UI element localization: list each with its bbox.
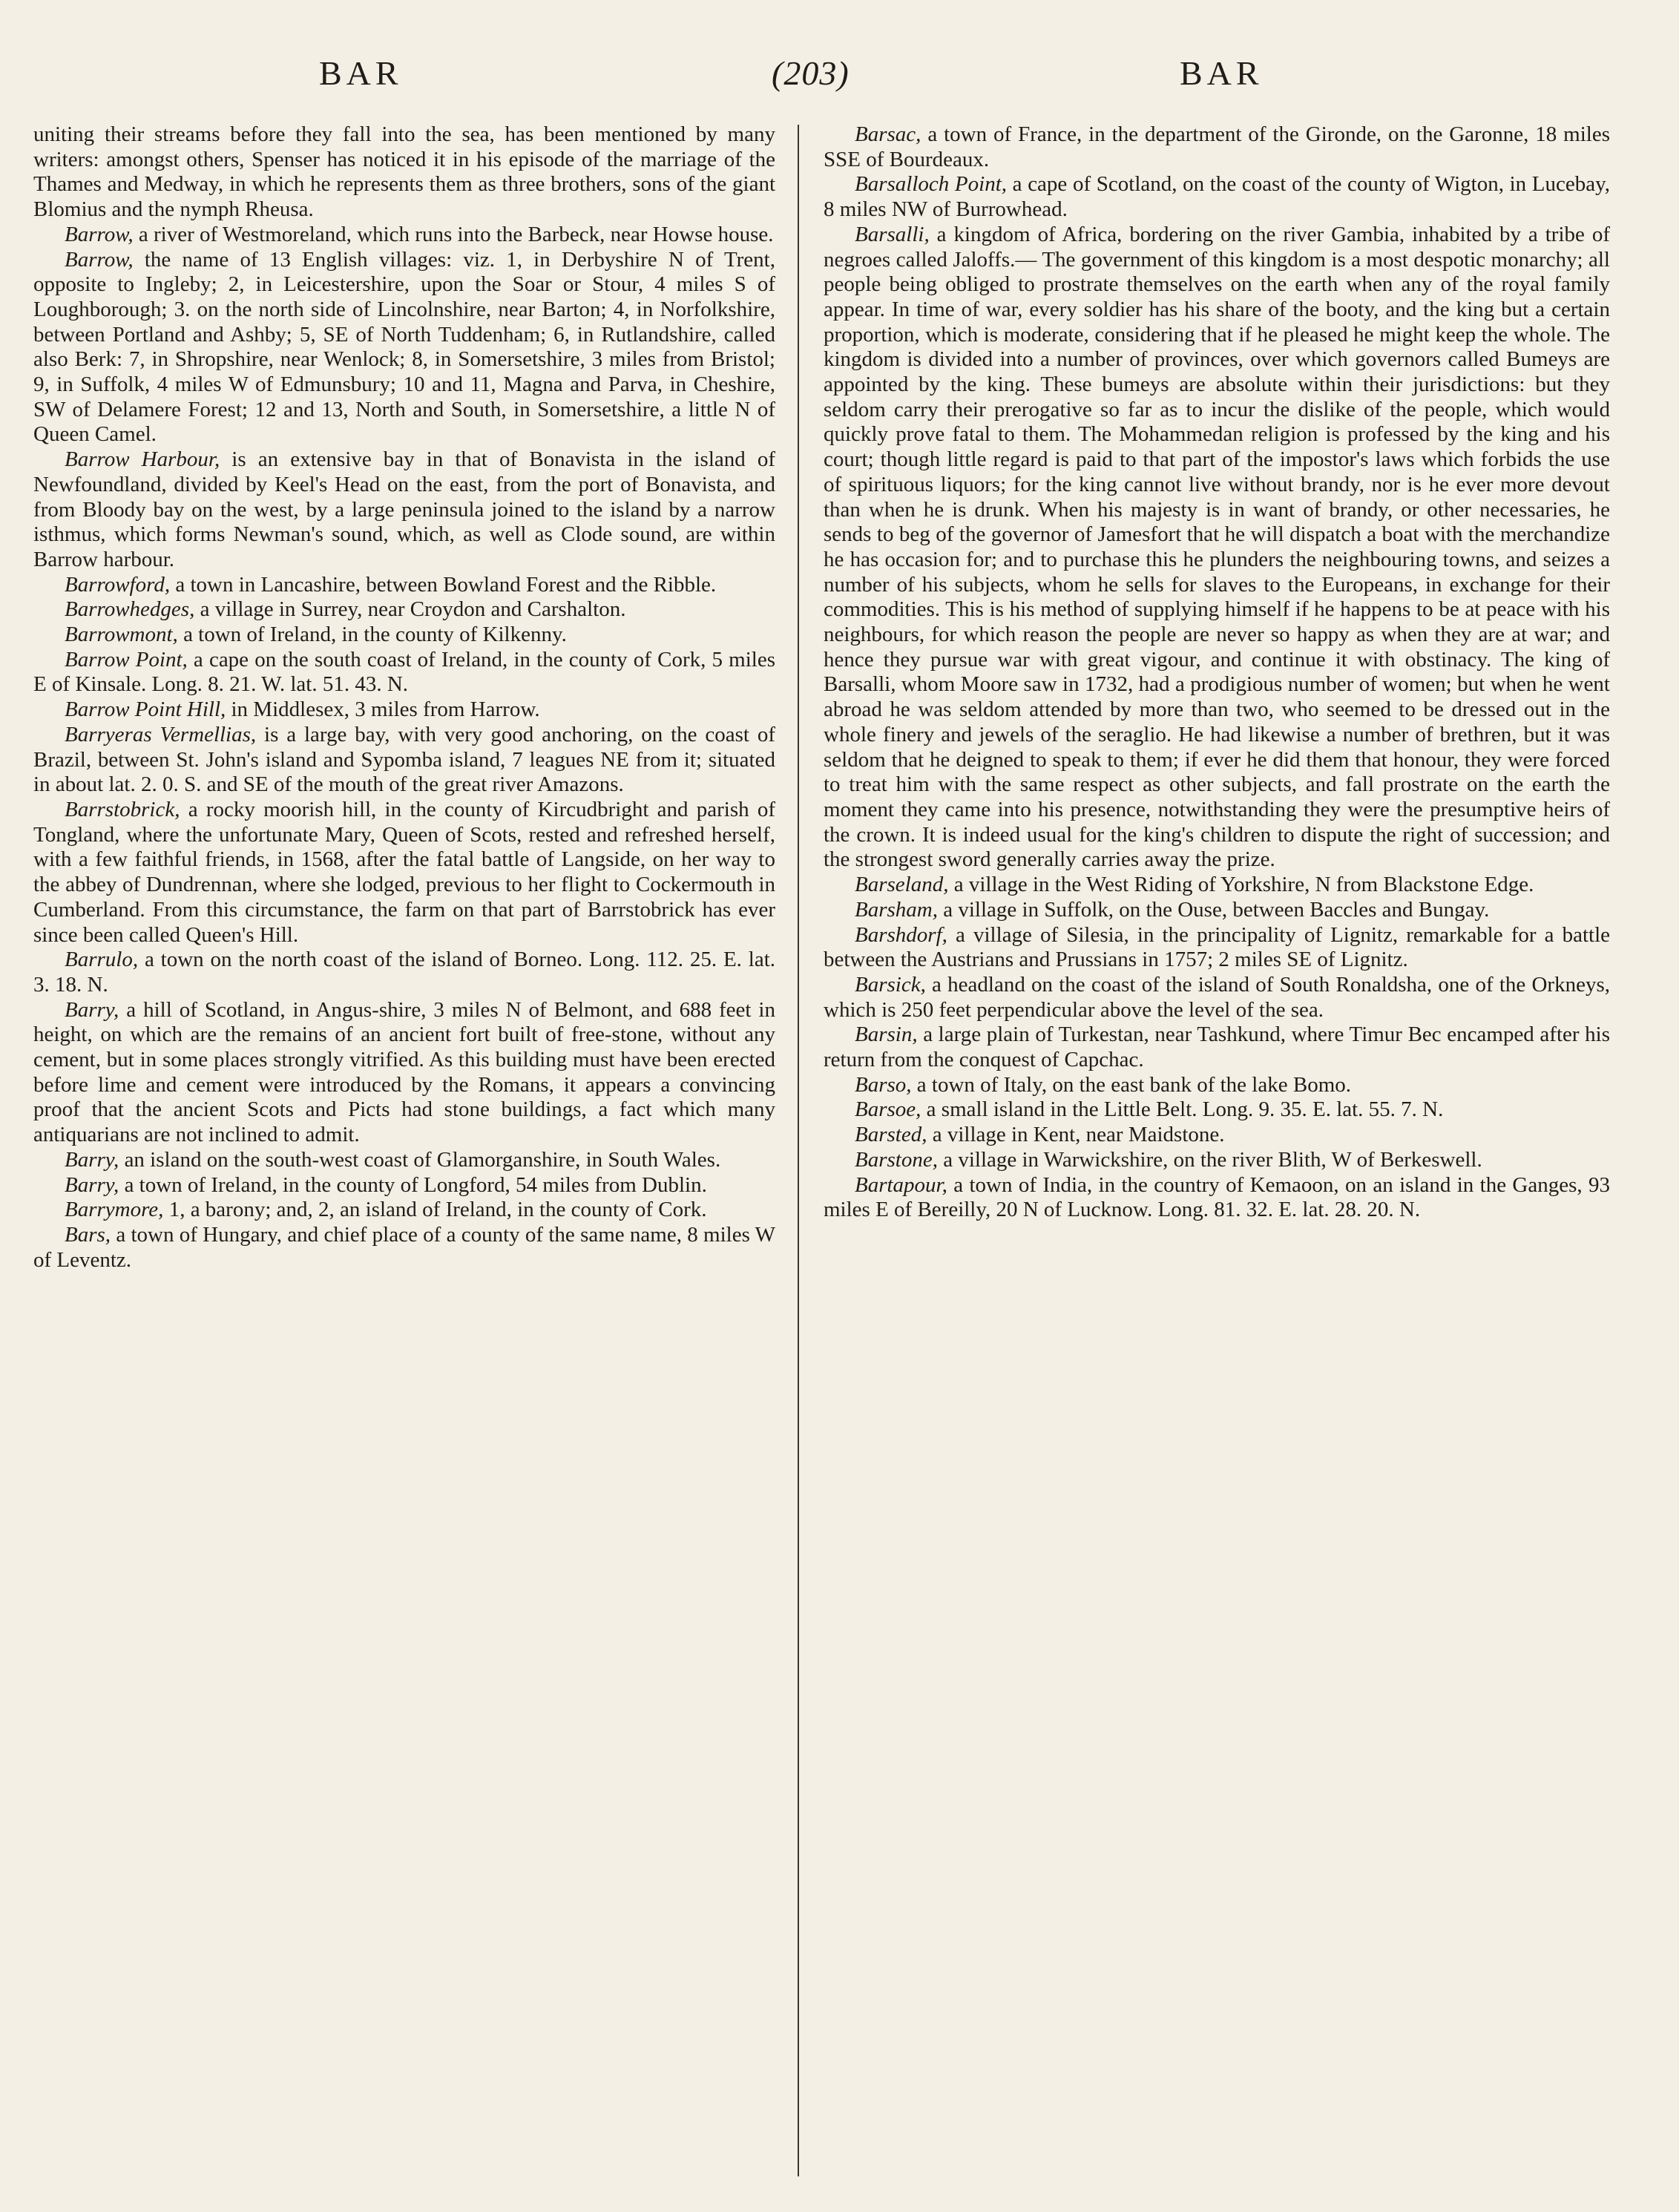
header-right: BAR (1180, 54, 1264, 92)
running-header (0, 53, 1679, 113)
entry-headword: Barrow Point, (65, 647, 188, 672)
entry-headword: Barry, (65, 1172, 119, 1197)
entry-text: a village in Suffolk, on the Ouse, between Baccles and Bungay. (937, 897, 1490, 922)
dictionary-entry (33, 248, 775, 448)
dictionary-entry (33, 1148, 775, 1173)
entry-headword: Barrulo, (65, 948, 139, 972)
entry-text: a town on the north coast of the island of Borneo. Long. 112. 25. E. lat. 3. 18. N. (33, 948, 775, 997)
dictionary-entry (33, 723, 775, 798)
entry-text: is a large bay, with very good anchoring, on the coast of Brazil, between St. John's island and Sypomba island, 7 leagues NE from it; situated in about lat. 2. 0. S. and SE of the mouth of the great river Amazons. (33, 722, 775, 797)
entry-text: 1, a barony; and, 2, an island of Ireland, in the county of Cork. (163, 1198, 707, 1222)
entry-headword: Bars, (65, 1222, 111, 1247)
column-divider (798, 125, 799, 2176)
entry-text: a headland on the coast of the island of South Ronaldsha, one of the Orkneys, which is 250 feet perpendicular above the level of the sea. (824, 972, 1610, 1022)
entry-headword: Barrymore, (65, 1198, 164, 1222)
entry-text: a town of Italy, on the east bank of the lake Bomo. (911, 1072, 1352, 1097)
entry-headword: Barrowford, (65, 572, 171, 597)
entry-text: in Middlesex, 3 miles from Harrow. (226, 698, 540, 722)
entry-text: a small island in the Little Belt. Long. 9. 35. E. lat. 55. 7. N. (921, 1097, 1444, 1122)
entry-headword: Barrow Harbour, (65, 447, 220, 472)
entry-headword: Barsalloch Point, (855, 172, 1008, 197)
header-left: BAR (319, 54, 403, 92)
entry-headword: Barryeras Vermellias, (65, 722, 257, 746)
dictionary-entry (33, 1173, 775, 1198)
dictionary-entry (824, 1023, 1610, 1072)
dictionary-entry (824, 973, 1610, 1023)
dictionary-entry (33, 798, 775, 948)
dictionary-entry (824, 1148, 1610, 1173)
entry-text: a village in the West Riding of Yorkshire, N from Blackstone Edge. (948, 873, 1534, 897)
entry-text: a village in Warwickshire, on the river Blith, W of Berkeswell. (937, 1147, 1482, 1172)
entry-headword: Bartapour, (855, 1172, 947, 1197)
dictionary-entry (33, 648, 775, 698)
dictionary-entry (33, 447, 775, 573)
entry-headword: Barsham, (855, 897, 938, 922)
entry-text: a river of Westmoreland, which runs into the Barbeck, near Howse house. (133, 222, 774, 246)
entry-text: a village in Surrey, near Croydon and Carshalton. (194, 597, 626, 622)
entry-headword: Barshdorf, (855, 922, 947, 947)
entry-headword: Barrstobrick, (65, 797, 180, 821)
entry-headword: Barstone, (855, 1147, 938, 1172)
entry-headword: Barseland, (855, 873, 949, 897)
entry-text: uniting their streams before they fall into the sea, has been mentioned by many writers: amongst others, Spenser has noticed it in his episode of the marriage of the Thames and Medway, in which he represents them as three brothers, sons of the giant Blomius and the nymph Rheusa. (33, 122, 775, 222)
entry-text: the name of 13 English villages: viz. 1, in Derbyshire N of Trent, opposite to Ingleby; 2, in Leicestershire, upon the Soar or Stour, 4 miles S of Loughborough; 3. on the north side of Lincolnshire, near Barton; 4, in Norfolkshire, between Portland and Ashby; 5, SE of North Tuddenham; 6, in Rutlandshire, called also Berk: 7, in Shropshire, near Wenlock; 8, in Somersetshire, 3 miles from Bristol; 9, in Suffolk, 4 miles W of Edmunsbury; 10 and 11, Magna and Parva, in Cheshire, SW of Delamere Forest; 12 and 13, North and South, in Somersetshire, a little N of Queen Camel. (33, 247, 775, 447)
dictionary-entry (824, 1123, 1610, 1148)
dictionary-entry (33, 948, 775, 997)
entry-text: a hill of Scotland, in Angus-shire, 3 miles N of Belmont, and 688 feet in height, on which are the remains of an ancient fort built of free-stone, without any cement, but in some places strongly vitrified. As this building must have been erected before lime and cement were introduced by the Romans, it appears a convincing proof that the ancient Scots and Picts had stone buildings, a fact which many antiquarians are not inclined to admit. (33, 997, 775, 1147)
entry-text: a town of Ireland, in the county of Kilkenny. (177, 623, 567, 647)
entry-text: a town of France, in the department of the Gironde, on the Garonne, 18 miles SSE of Bourdeaux. (824, 122, 1610, 171)
dictionary-entry (33, 223, 775, 248)
dictionary-entry (824, 122, 1610, 172)
entry-headword: Barrowmont, (65, 623, 178, 647)
entry-headword: Barrow, (65, 247, 134, 272)
entry-headword: Barsalli, (855, 222, 930, 246)
entry-text: a kingdom of Africa, bordering on the river Gambia, inhabited by a tribe of negroes called Jaloffs.— The government of this kingdom is a most despotic monarchy; all people being obliged to prostrate themselves on the earth when any of the royal family appear. In time of war, every soldier has his share of the booty, and the king but a certain proportion, which is moderate, considering that if he pleased he might keep the whole. The kingdom is divided into a number of provinces, over which governors called Bumeys are appointed by the king. These bumeys are absolute within their jurisdictions: but they seldom carry their prerogative so far as to incur the dislike of the people, which would quickly prove fatal to them. The Mohammedan religion is professed by the king and his court; though little regard is paid to that part of the impostor's laws which forbids the use of spirituous liquors; for the king cannot live without brandy, nor is he ever more devout than when he is drunk. When his majesty is in want of brandy, or other necessaries, he sends to beg of the governor of Jamesfort that he will dispatch a boat with the merchandize he has occasion for; and to purchase this he plunders the neighbouring towns, and seizes a number of his subjects, whom he sells for slaves to the Europeans, in exchange for their commodities. This is his method of supplying himself if he happens to be at peace with his neighbours, for which reason the people are never so happy as when they are at war; and hence they pursue war with great vigour, and continue it with obstinacy. The king of Barsalli, whom Moore saw in 1732, had a prodigious number of women; but when he went abroad he was seldom attended by more than two, who seemed to be dressed out in the whole finery and jewels of the seraglio. He had likewise a number of brethren, but it was seldom that he deigned to speak to them; if ever he did them that honour, they were forced to treat him with the same respect as other subjects, and fall prostrate on the earth the moment they came into his presence, notwithstanding they were the presumptive heirs of the crown. It is indeed usual for the king's children to dispute the right of succession; and the strongest sword generally carries away the prize. (824, 222, 1610, 872)
entry-headword: Barso, (855, 1072, 912, 1097)
dictionary-entry (33, 1223, 775, 1273)
entry-headword: Barsoe, (855, 1097, 921, 1122)
entry-headword: Barsac, (855, 122, 921, 146)
dictionary-entry (824, 223, 1610, 873)
entry-headword: Barrow, (65, 222, 134, 246)
entry-headword: Barry, (65, 997, 119, 1022)
entry-text: a town of India, in the country of Kemaoon, on an island in the Ganges, 93 miles E of Bereilly, 20 N of Lucknow. Long. 81. 32. E. lat. 28. 20. N. (824, 1172, 1610, 1222)
dictionary-entry (824, 172, 1610, 222)
entry-headword: Barsick, (855, 972, 926, 997)
entry-text: a cape on the south coast of Ireland, in the county of Cork, 5 miles E of Kinsale. Long. 8. 21. W. lat. 51. 43. N. (33, 647, 775, 697)
entry-text: is an extensive bay in that of Bonavista in the island of Newfoundland, divided by Keel's Head on the east, from the port of Bonavista, and from Bloody bay on the west, by a large peninsula joined to the island by a narrow isthmus, which forms Newman's sound, which, as well as Clode sound, are within Barrow harbour. (33, 447, 775, 571)
right-column (824, 122, 1610, 2185)
dictionary-entry (824, 1097, 1610, 1123)
entry-text: a town in Lancashire, between Bowland Forest and the Ribble. (170, 572, 717, 597)
entry-text: a town of Hungary, and chief place of a county of the same name, 8 miles W of Leventz. (33, 1222, 775, 1272)
dictionary-entry (33, 597, 775, 623)
dictionary-entry (33, 1198, 775, 1223)
entry-headword: Barrowhedges, (65, 597, 195, 622)
dictionary-entry (33, 122, 775, 223)
dictionary-entry (33, 573, 775, 598)
entry-headword: Barsted, (855, 1123, 927, 1147)
entry-text: a large plain of Turkestan, near Tashkund, where Timur Bec encamped after his return from the conquest of Capchac. (824, 1023, 1610, 1072)
dictionary-entry (824, 1173, 1610, 1223)
dictionary-entry (824, 873, 1610, 898)
entry-text: a rocky moorish hill, in the county of Kircudbright and parish of Tongland, where the unfortunate Mary, Queen of Scots, rested and refreshed herself, with a few faithful friends, in 1568, after the fatal battle of Langside, on her way to the abbey of Dundrennan, where she lodged, previous to her flight to Cockermouth in Cumberland. From this circumstance, the farm on that part of Barrstobrick has ever since been called Queen's Hill. (33, 797, 775, 947)
entry-headword: Barry, (65, 1147, 119, 1172)
entry-text: an island on the south-west coast of Glamorganshire, in South Wales. (119, 1147, 721, 1172)
dictionary-entry (33, 623, 775, 648)
page-number: (203) (772, 54, 850, 92)
entry-text: a village in Kent, near Maidstone. (927, 1123, 1225, 1147)
dictionary-entry (33, 698, 775, 723)
entry-text: a cape of Scotland, on the coast of the county of Wigton, in Lucebay, 8 miles NW of Burrowhead. (824, 172, 1610, 222)
entry-text: a village of Silesia, in the principality of Lignitz, remarkable for a battle between the Austrians and Prussians in 1757; 2 miles SE of Lignitz. (824, 922, 1610, 972)
entry-text: a town of Ireland, in the county of Longford, 54 miles from Dublin. (119, 1172, 707, 1197)
dictionary-entry (824, 923, 1610, 973)
left-column (33, 122, 775, 2185)
entry-headword: Barsin, (855, 1023, 918, 1047)
entry-headword: Barrow Point Hill, (65, 698, 226, 722)
dictionary-entry (824, 898, 1610, 923)
dictionary-entry (33, 998, 775, 1148)
dictionary-entry (824, 1073, 1610, 1098)
